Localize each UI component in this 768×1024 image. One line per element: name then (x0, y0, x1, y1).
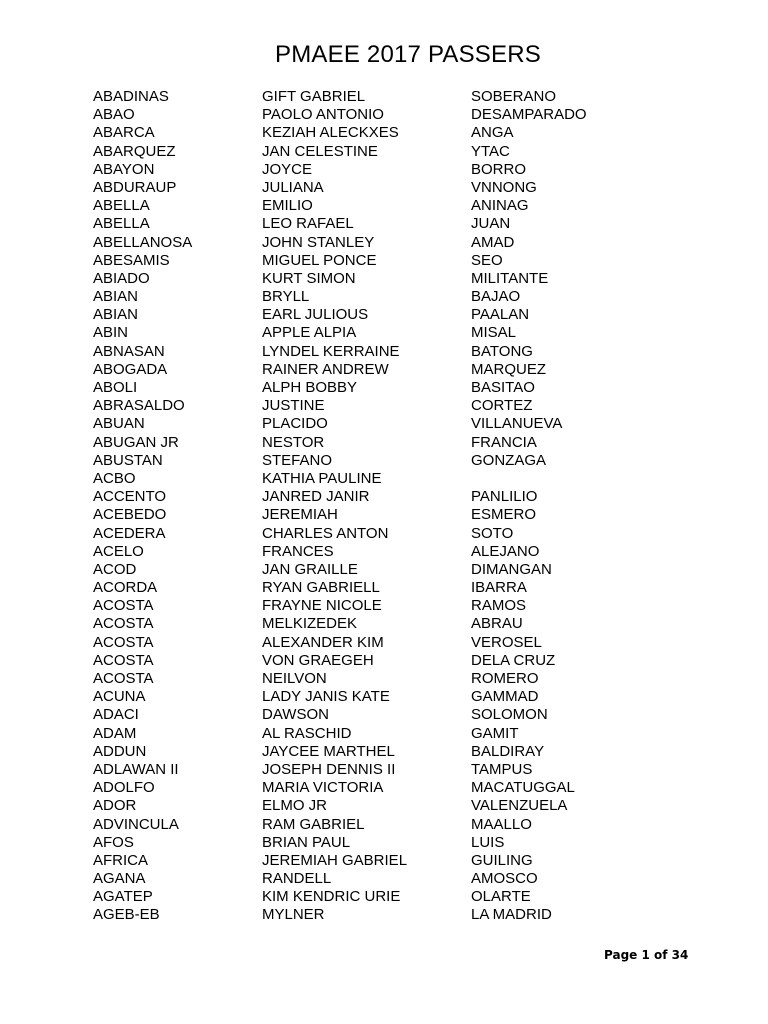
middle-name: ESMERO (471, 506, 537, 524)
middle-name: MACATUGGAL (471, 779, 575, 797)
last-name: ABIAN (93, 306, 139, 324)
middle-name: CORTEZ (471, 397, 533, 415)
first-name: JAN GRAILLE (262, 560, 358, 578)
passer-row (93, 124, 631, 142)
passer-row (93, 543, 631, 561)
middle-name: PAALAN (471, 306, 530, 324)
middle-name: GONZAGA (471, 451, 547, 469)
middle-name: BATONG (471, 342, 533, 360)
page-title: PMAEE 2017 PASSERS (275, 41, 541, 68)
passer-row (93, 488, 631, 506)
middle-name: JUAN (471, 215, 511, 233)
first-name: NESTOR (262, 433, 325, 451)
middle-name: ABRAU (471, 615, 523, 633)
first-name: LADY JANIS KATE (262, 688, 390, 706)
middle-name: VNNONG (471, 178, 537, 196)
middle-name: YTAC (471, 142, 510, 160)
last-name: ABRASALDO (93, 397, 185, 415)
passer-row (93, 397, 631, 415)
first-name: APPLE ALPIA (262, 324, 357, 342)
passer-row (93, 906, 631, 924)
middle-name: SEO (471, 251, 503, 269)
passer-row (93, 652, 631, 670)
last-name: ADLAWAN II (93, 760, 179, 778)
last-name: ADVINCULA (93, 815, 179, 833)
first-name: PLACIDO (262, 415, 328, 433)
middle-name: MISAL (471, 324, 517, 342)
last-name: ABIN (93, 324, 129, 342)
passer-row (93, 361, 631, 379)
first-name: KEZIAH ALECKXES (262, 124, 399, 142)
middle-name: GAMMAD (471, 688, 539, 706)
last-name: ABELLA (93, 215, 150, 233)
middle-name: MILITANTE (471, 269, 549, 287)
middle-name: BASITAO (471, 379, 535, 396)
passer-row (93, 379, 631, 397)
last-name: ABDURAUP (93, 178, 177, 196)
first-name: RAM GABRIEL (262, 815, 365, 833)
first-name: STEFANO (262, 451, 333, 469)
first-name: KIM KENDRIC URIE (262, 888, 401, 906)
middle-name: SOBERANO (471, 88, 557, 105)
first-name: MYLNER (262, 906, 325, 924)
last-name: ACOSTA (93, 597, 154, 615)
first-name: MELKIZEDEK (262, 615, 358, 633)
passer-row (93, 634, 631, 652)
last-name: ABELLANOSA (93, 233, 193, 251)
passer-row (93, 234, 631, 252)
middle-name: VEROSEL (471, 633, 542, 651)
middle-name: MARQUEZ (471, 360, 546, 378)
middle-name: ANINAG (471, 197, 529, 215)
last-name: ACELO (93, 542, 144, 560)
last-name: ABARCA (93, 124, 155, 142)
first-name: RYAN GABRIELL (262, 579, 380, 597)
first-name: JEREMIAH (262, 506, 338, 524)
middle-name: TAMPUS (471, 760, 533, 778)
middle-name: BORRO (471, 160, 527, 178)
passer-row (93, 797, 631, 815)
first-name: NEILVON (262, 670, 327, 687)
middle-name: DIMANGAN (471, 560, 552, 578)
last-name: ABUSTAN (93, 451, 163, 469)
last-name: ACUNA (93, 688, 146, 706)
middle-name: PANLILIO (471, 488, 538, 506)
passer-row (93, 161, 631, 179)
first-name: VON GRAEGEH (262, 651, 374, 669)
passer-row (93, 506, 631, 524)
passer-row (93, 615, 631, 633)
passer-row (93, 197, 631, 215)
middle-name: LA MADRID (471, 906, 552, 924)
first-name: ALEXANDER KIM (262, 633, 384, 651)
first-name: ALPH BOBBY (262, 379, 358, 396)
first-name: CHARLES ANTON (262, 524, 389, 542)
middle-name (471, 470, 631, 488)
last-name: ABUGAN JR (93, 433, 179, 451)
middle-name: ANGA (471, 124, 514, 142)
passer-row (93, 88, 631, 106)
passer-row (93, 870, 631, 888)
passer-row (93, 288, 631, 306)
middle-name: ALEJANO (471, 542, 540, 560)
middle-name: GUILING (471, 851, 533, 869)
first-name: JAYCEE MARTHEL (262, 742, 395, 760)
last-name: ADACI (93, 706, 139, 724)
passer-row (93, 834, 631, 852)
first-name: KATHIA PAULINE (262, 469, 382, 487)
last-name: AGANA (93, 870, 146, 888)
passer-row (93, 670, 631, 688)
middle-name: MAALLO (471, 815, 532, 833)
last-name: ADAM (93, 724, 137, 742)
last-name: ABIADO (93, 269, 150, 287)
first-name: MIGUEL PONCE (262, 251, 377, 269)
first-name: LYNDEL KERRAINE (262, 342, 400, 360)
passer-row (93, 306, 631, 324)
last-name: ADOLFO (93, 779, 155, 797)
last-name: ADOR (93, 797, 137, 815)
last-name: ADDUN (93, 742, 147, 760)
middle-name: VILLANUEVA (471, 415, 563, 433)
first-name: JOYCE (262, 160, 313, 178)
last-name: ABAO (93, 106, 135, 124)
first-name: EARL JULIOUS (262, 306, 369, 324)
last-name: AGATEP (93, 888, 153, 906)
passer-row (93, 888, 631, 906)
middle-name: AMOSCO (471, 870, 538, 888)
last-name: ACCENTO (93, 488, 167, 506)
middle-name: BALDIRAY (471, 742, 545, 760)
passer-row (93, 743, 631, 761)
passer-row (93, 579, 631, 597)
first-name: ELMO JR (262, 797, 328, 815)
last-name: ACOSTA (93, 670, 154, 687)
first-name: KURT SIMON (262, 269, 356, 287)
last-name: ACOSTA (93, 651, 154, 669)
passer-row (93, 561, 631, 579)
last-name: ABESAMIS (93, 251, 170, 269)
first-name: RANDELL (262, 870, 332, 888)
first-name: JOSEPH DENNIS II (262, 760, 396, 778)
last-name: ACOSTA (93, 615, 154, 633)
middle-name: FRANCIA (471, 433, 537, 451)
passer-row (93, 706, 631, 724)
first-name: JEREMIAH GABRIEL (262, 851, 408, 869)
first-name: JOHN STANLEY (262, 233, 375, 251)
passer-row (93, 270, 631, 288)
passer-row (93, 725, 631, 743)
middle-name: RAMOS (471, 597, 527, 615)
first-name: JUSTINE (262, 397, 325, 415)
passer-row (93, 597, 631, 615)
passer-row (93, 452, 631, 470)
middle-name: DELA CRUZ (471, 651, 556, 669)
middle-name: IBARRA (471, 579, 527, 597)
first-name: DAWSON (262, 706, 329, 724)
last-name: ACORDA (93, 579, 158, 597)
first-name: FRANCES (262, 542, 334, 560)
first-name: GIFT GABRIEL (262, 88, 366, 105)
last-name: ABNASAN (93, 342, 165, 360)
passer-row (93, 852, 631, 870)
passer-row (93, 106, 631, 124)
first-name: PAOLO ANTONIO (262, 106, 384, 124)
passer-row (93, 688, 631, 706)
last-name: ABARQUEZ (93, 142, 176, 160)
passer-row (93, 470, 631, 488)
last-name: ACEBEDO (93, 506, 167, 524)
first-name: AL RASCHID (262, 724, 352, 742)
middle-name: OLARTE (471, 888, 531, 906)
last-name: ABOGADA (93, 360, 168, 378)
last-name: ABADINAS (93, 88, 169, 105)
first-name: BRYLL (262, 288, 310, 306)
middle-name: SOLOMON (471, 706, 548, 724)
last-name: ABELLA (93, 197, 150, 215)
passer-row (93, 525, 631, 543)
passer-row (93, 324, 631, 342)
last-name: ABOLI (93, 379, 138, 396)
last-name: ABUAN (93, 415, 145, 433)
first-name: FRAYNE NICOLE (262, 597, 382, 615)
first-name: JAN CELESTINE (262, 142, 378, 160)
middle-name: DESAMPARADO (471, 106, 587, 124)
middle-name: ROMERO (471, 670, 539, 687)
last-name: ACBO (93, 469, 136, 487)
passer-row (93, 434, 631, 452)
passer-row (93, 143, 631, 161)
middle-name: LUIS (471, 833, 505, 851)
first-name: RAINER ANDREW (262, 360, 389, 378)
passers-list (93, 88, 631, 925)
passer-row (93, 415, 631, 433)
last-name: ACEDERA (93, 524, 166, 542)
middle-name: VALENZUELA (471, 797, 568, 815)
last-name: ABIAN (93, 288, 139, 306)
last-name: AGEB-EB (93, 906, 160, 924)
last-name: ACOD (93, 560, 137, 578)
passer-row (93, 343, 631, 361)
passer-row (93, 816, 631, 834)
middle-name: GAMIT (471, 724, 519, 742)
last-name: ABAYON (93, 160, 155, 178)
passer-row (93, 779, 631, 797)
middle-name: AMAD (471, 233, 515, 251)
passer-row (93, 761, 631, 779)
first-name: MARIA VICTORIA (262, 779, 384, 797)
first-name: LEO RAFAEL (262, 215, 354, 233)
first-name: BRIAN PAUL (262, 833, 351, 851)
first-name: EMILIO (262, 197, 313, 215)
passer-row (93, 215, 631, 233)
passer-row (93, 252, 631, 270)
first-name: JANRED JANIR (262, 488, 370, 506)
middle-name: SOTO (471, 524, 514, 542)
last-name: AFRICA (93, 851, 149, 869)
last-name: ACOSTA (93, 633, 154, 651)
passer-row (93, 179, 631, 197)
page-number: Page 1 of 34 (604, 948, 689, 962)
last-name: AFOS (93, 833, 134, 851)
first-name: JULIANA (262, 178, 324, 196)
middle-name: BAJAO (471, 288, 521, 306)
